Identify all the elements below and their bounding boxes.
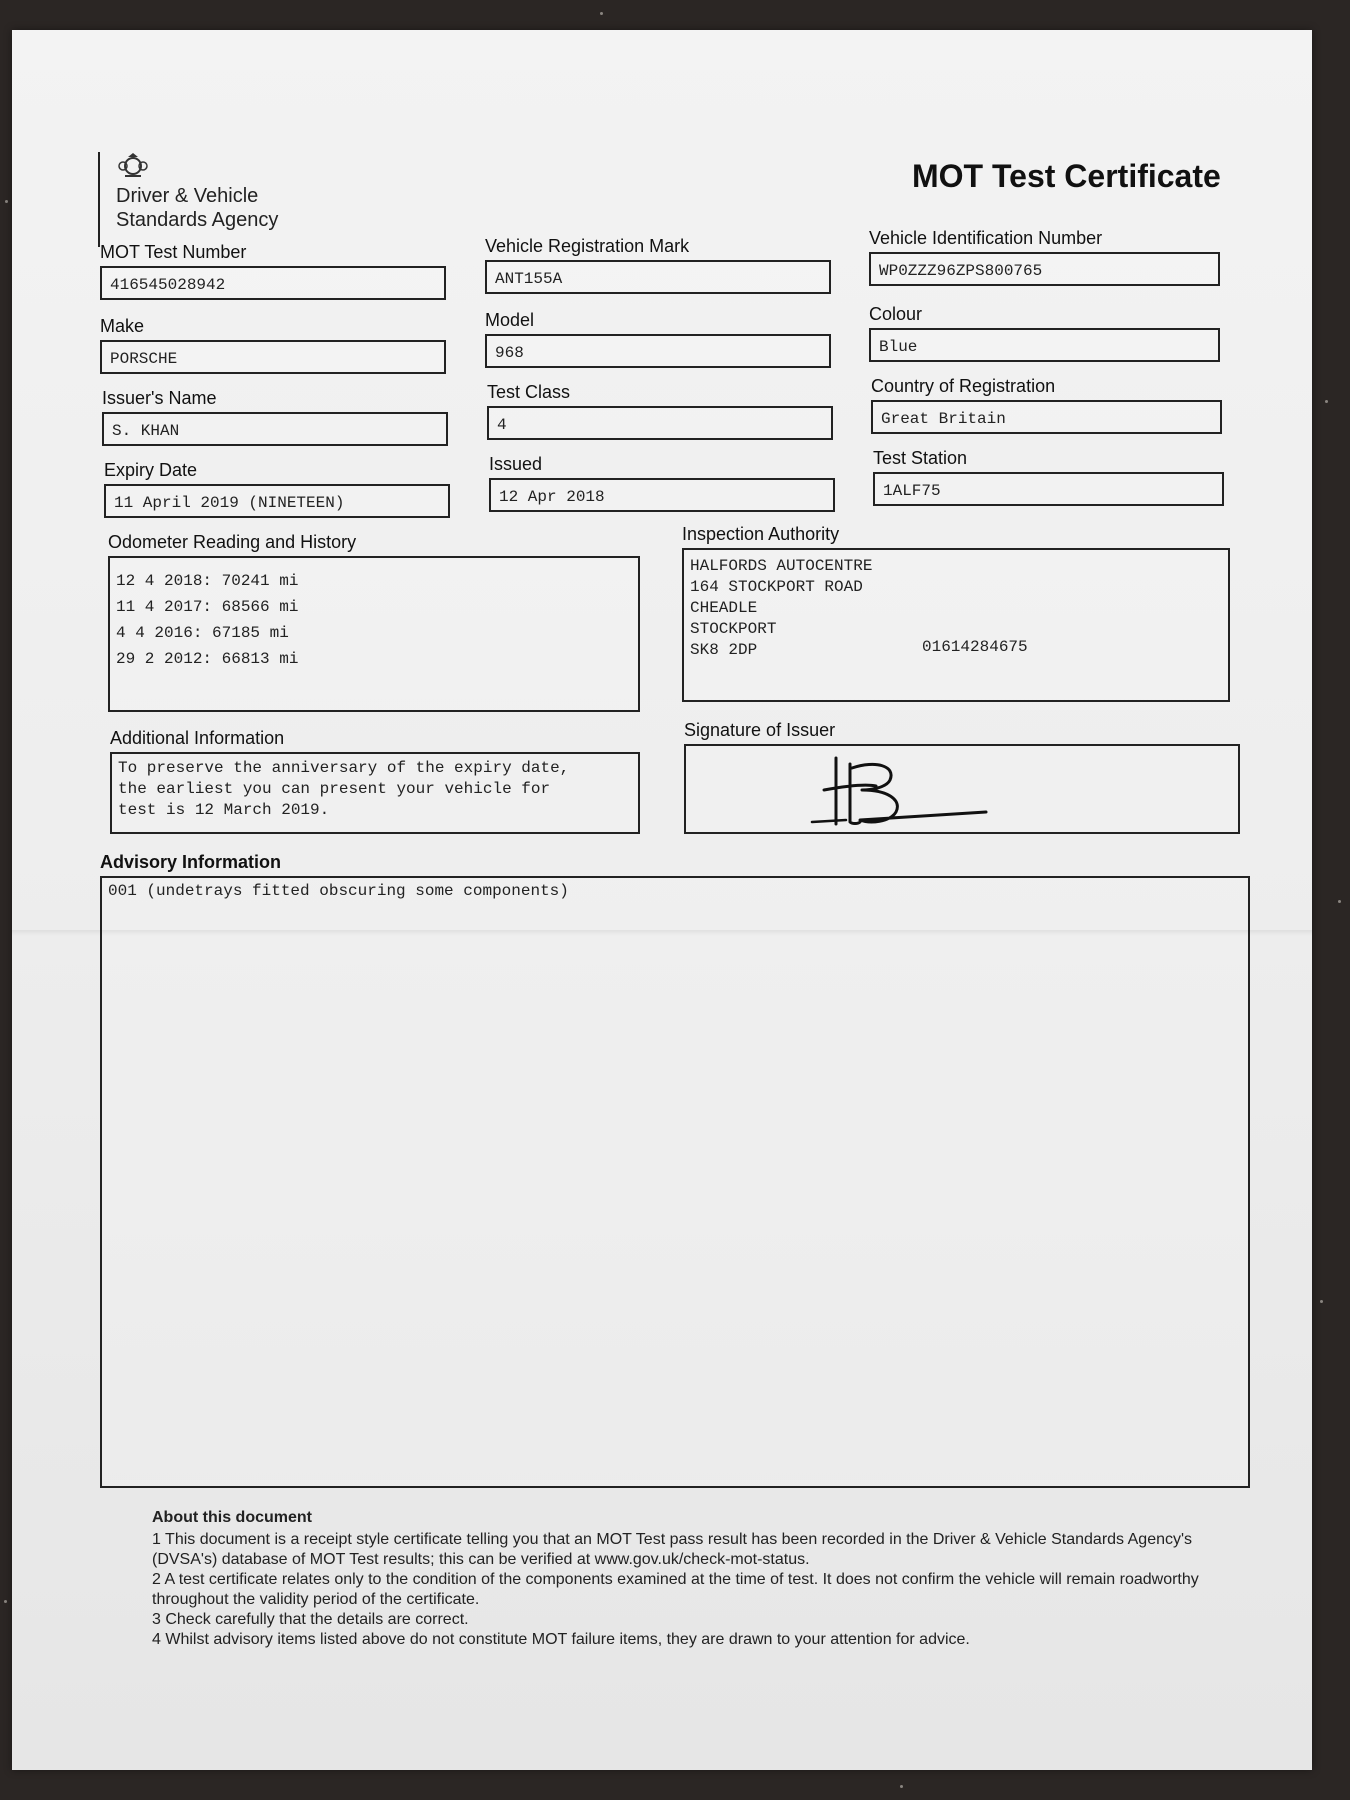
odometer-label: Odometer Reading and History [108, 532, 357, 552]
odometer-entry: 4 4 2016: 67185 mi [116, 624, 289, 642]
colour-value: Blue [869, 328, 1220, 362]
address-line: SK8 2DP [690, 641, 758, 659]
additional-info-line: the earliest you can present your vehicle for [118, 780, 551, 798]
registration-label: Vehicle Registration Mark [485, 236, 690, 256]
registration-value: ANT155A [485, 260, 831, 294]
model-value: 968 [485, 334, 831, 368]
expiry-date-value: 11 April 2019 (NINETEEN) [104, 484, 450, 518]
additional-info-label: Additional Information [110, 728, 285, 748]
country-value: Great Britain [871, 400, 1222, 434]
mot-test-number-label: MOT Test Number [100, 242, 247, 262]
agency-name: Driver & Vehicle Standards Agency [116, 185, 279, 231]
make-label: Make [100, 316, 145, 336]
advisory-item: 001 (undetrays fitted obscuring some components) [108, 882, 569, 900]
advisory-box [100, 876, 1250, 1488]
address-line: 164 STOCKPORT ROAD [690, 578, 863, 596]
about-item: 3 Check carefully that the details are correct. [152, 1611, 469, 1628]
signature-box [684, 744, 1240, 834]
odometer-entry: 12 4 2018: 70241 mi [116, 572, 299, 590]
vin-label: Vehicle Identification Number [869, 228, 1103, 248]
document-title: MOT Test Certificate [912, 158, 1221, 194]
about-item: 1 This document is a receipt style certificate telling you that an MOT Test pass result has been recorded in the Driver & Vehicle Standards Agency's (DVSA's) database of MOT Test results; this can be verified at www.gov.uk/check-mot-status. [152, 1531, 1193, 1568]
about-item: 2 A test certificate relates only to the condition of the components examined at the time of test. It does not confirm the vehicle will remain roadworthy throughout the validity period of the certificate. [152, 1571, 1199, 1608]
test-class-value: 4 [487, 406, 833, 440]
inspection-authority-box [682, 548, 1230, 702]
mot-test-number-value: 416545028942 [100, 266, 446, 300]
expiry-date-label: Expiry Date [104, 460, 198, 480]
address-line: STOCKPORT [690, 620, 777, 638]
inspection-authority-label: Inspection Authority [682, 524, 840, 544]
make-value: PORSCHE [100, 340, 446, 374]
test-class-label: Test Class [487, 382, 571, 402]
issued-label: Issued [489, 454, 543, 474]
issuer-name-value: S. KHAN [102, 412, 448, 446]
advisory-label: Advisory Information [100, 852, 282, 872]
royal-crest-icon [118, 152, 148, 178]
about-title: About this document [152, 1509, 312, 1526]
address-line: CHEADLE [690, 599, 758, 617]
test-station-label: Test Station [873, 448, 968, 468]
test-station-value: 1ALF75 [873, 472, 1224, 506]
odometer-entry: 11 4 2017: 68566 mi [116, 598, 299, 616]
additional-info-line: To preserve the anniversary of the expiry date, [118, 759, 570, 777]
signature-label: Signature of Issuer [684, 720, 836, 740]
colour-label: Colour [869, 304, 923, 324]
about-item: 4 Whilst advisory items listed above do not constitute MOT failure items, they are drawn to your attention for advice. [152, 1631, 970, 1648]
about-section [152, 1508, 1232, 1650]
vin-value: WP0ZZZ96ZPS800765 [869, 252, 1220, 286]
additional-info-line: test is 12 March 2019. [118, 801, 330, 819]
odometer-entry: 29 2 2012: 66813 mi [116, 650, 299, 668]
issuer-name-label: Issuer's Name [102, 388, 217, 408]
phone-number: 01614284675 [922, 638, 1028, 656]
signature-image [806, 750, 996, 830]
issued-value: 12 Apr 2018 [489, 478, 835, 512]
address-line: HALFORDS AUTOCENTRE [690, 557, 873, 575]
odometer-history [108, 556, 640, 712]
additional-info-box [110, 752, 640, 834]
country-label: Country of Registration [871, 376, 1056, 396]
model-label: Model [485, 310, 535, 330]
certificate-sheet [12, 30, 1312, 1770]
